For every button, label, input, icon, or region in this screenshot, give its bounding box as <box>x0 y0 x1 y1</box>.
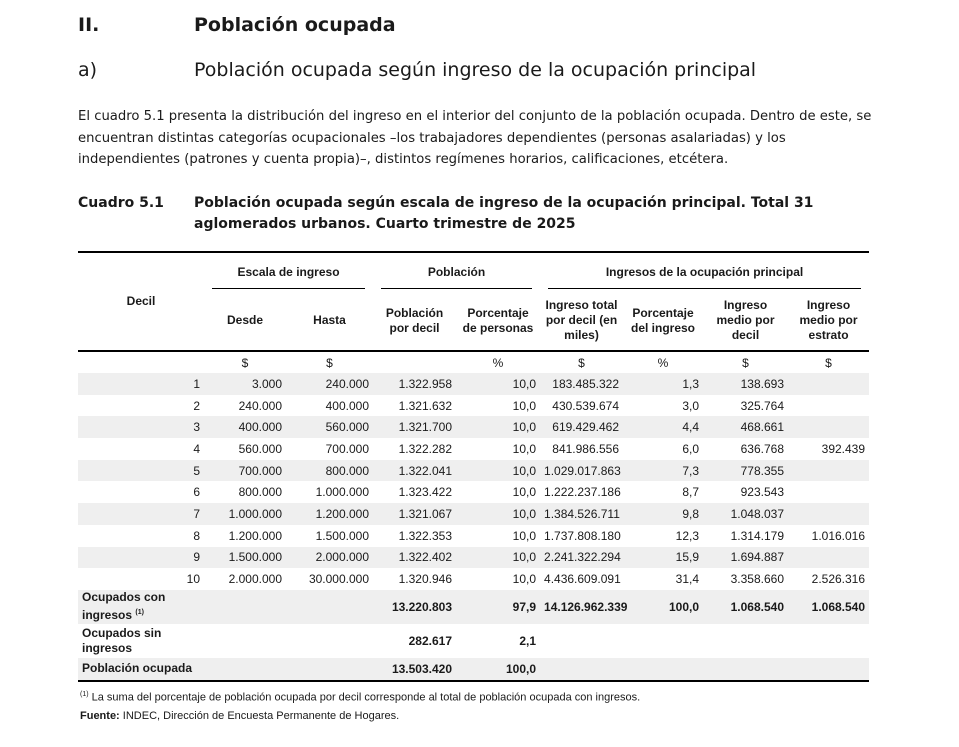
table-row <box>78 481 869 503</box>
table-cell: 1.321.700 <box>373 416 456 438</box>
total-cell <box>703 624 788 658</box>
unit-cell <box>373 351 456 373</box>
source-note <box>80 710 399 722</box>
table-cell: 1.322.041 <box>373 460 456 482</box>
column-header: Porcentaje del ingreso <box>623 291 703 351</box>
table-cell <box>788 481 869 503</box>
total-cell <box>540 624 623 658</box>
table-row <box>78 373 869 395</box>
table-cell: 619.429.462 <box>540 416 623 438</box>
table-cell <box>788 460 869 482</box>
footnote-text: La suma del porcentaje de población ocupada por decil corresponde al total de población ocupada con ingresos. <box>88 691 641 704</box>
total-cell: 97,9 <box>456 590 540 624</box>
income-table <box>78 251 869 682</box>
total-row <box>78 624 869 658</box>
table-row <box>78 395 869 417</box>
table-cell: 1.029.017.863 <box>540 460 623 482</box>
table-cell: 468.661 <box>703 416 788 438</box>
table-cell: 2.241.322.294 <box>540 547 623 569</box>
total-row <box>78 658 869 681</box>
table-cell: 700.000 <box>325 441 370 456</box>
table-cell: 1.200.000 <box>286 503 373 525</box>
total-cell <box>623 658 703 681</box>
table-cell: 2.000.000 <box>286 547 373 569</box>
table-cell: 4.436.609.091 <box>544 572 621 587</box>
table-cell: 10,0 <box>512 528 537 543</box>
table-cell: 138.693 <box>703 373 788 395</box>
table-cell: 10,0 <box>512 485 537 500</box>
total-cell <box>286 624 373 658</box>
table-cell: 10,0 <box>456 416 540 438</box>
table-cell <box>788 395 869 417</box>
table-cell: 1.500.000 <box>204 547 286 569</box>
total-cell <box>204 590 286 624</box>
column-header: Ingreso medio por estrato <box>788 291 869 351</box>
unit-cell: % <box>657 355 669 370</box>
table-cell: 10,0 <box>456 373 540 395</box>
table-cell: 1.384.526.711 <box>540 503 623 525</box>
table-cell: 392.439 <box>821 441 866 456</box>
table-cell: 3.358.660 <box>730 572 785 587</box>
table-cell: 240.000 <box>286 373 373 395</box>
table-cell: 923.543 <box>740 485 785 500</box>
table-cell: 800.000 <box>286 460 373 482</box>
table-cell: 636.768 <box>740 441 785 456</box>
table-cell: 4,4 <box>623 416 703 438</box>
table-cell: 1.016.016 <box>811 528 866 543</box>
table-cell: 1.323.422 <box>398 485 453 500</box>
table-cell: 3.000 <box>204 373 286 395</box>
table-cell: 240.000 <box>238 398 282 413</box>
table-cell <box>788 373 869 395</box>
total-label: Ocupados sin ingresos <box>82 625 162 655</box>
table-cell <box>788 416 869 438</box>
table-cell: 400.000 <box>325 398 370 413</box>
decil-cell: 4 <box>193 441 200 456</box>
table-cell: 1.000.000 <box>315 485 370 500</box>
total-cell <box>788 658 869 681</box>
total-cell <box>204 658 286 681</box>
column-header: Porcentaje de personas <box>456 291 540 351</box>
table-cell: 1.000.000 <box>204 503 286 525</box>
table-cell: 10,0 <box>456 460 540 482</box>
caption-number: Cuadro 5.1 <box>78 195 164 211</box>
table-row <box>78 503 869 525</box>
total-cell: 13.503.420 <box>373 658 456 681</box>
table-cell: 31,4 <box>675 572 700 587</box>
table-cell: 1.322.353 <box>398 528 453 543</box>
table-cell: 560.000 <box>238 441 282 456</box>
table-row <box>78 460 869 482</box>
table-body <box>78 351 869 681</box>
ingresos-group-header: Ingresos de la ocupación principal <box>540 252 869 291</box>
decil-cell: 10 <box>186 572 200 587</box>
intro-paragraph: El cuadro 5.1 presenta la distribución del ingreso en el interior del conjunto de la población ocupada. Dentro de este, se encuentran distintas categorías ocupacionales –los trabajadores dependientes (personas asalariadas) y los independientes (patrones y cuenta propia)–, distintos regímenes horarios, calificaciones, etcétera. <box>78 109 872 167</box>
table-caption <box>78 193 834 235</box>
table-cell: 6,0 <box>682 441 700 456</box>
poblacion-group-header: Población <box>373 252 540 291</box>
column-header: Población por decil <box>373 291 456 351</box>
section-heading <box>78 14 396 36</box>
total-cell: 13.220.803 <box>373 590 456 624</box>
subsection-letter: a) <box>78 59 98 81</box>
table-cell: 325.764 <box>740 398 785 413</box>
decil-cell: 9 <box>78 547 204 569</box>
table-cell: 15,9 <box>623 547 703 569</box>
subsection-heading <box>78 59 756 81</box>
unit-cell: $ <box>742 355 749 370</box>
table-cell: 1.314.179 <box>730 528 785 543</box>
table-cell: 841.986.556 <box>552 441 620 456</box>
total-cell: 282.617 <box>408 633 453 648</box>
source-label: Fuente: <box>80 710 120 722</box>
table-row <box>78 568 869 590</box>
total-cell: 100,0 <box>456 658 540 681</box>
column-header: Ingreso total por decil (en miles) <box>540 291 623 351</box>
footnote-mark: (1) <box>80 691 89 698</box>
table-cell: 400.000 <box>204 416 286 438</box>
total-cell <box>540 658 623 681</box>
table-cell: 8,7 <box>682 485 700 500</box>
table-cell <box>788 503 869 525</box>
decil-cell: 5 <box>78 460 204 482</box>
table-cell: 12,3 <box>675 528 700 543</box>
table-cell: 10,0 <box>512 398 537 413</box>
source-text: INDEC, Dirección de Encuesta Permanente de Hogares. <box>119 710 400 722</box>
section-title: Población ocupada <box>194 14 396 36</box>
total-cell: 100,0 <box>623 590 703 624</box>
decil-cell: 2 <box>193 398 200 413</box>
table-cell: 800.000 <box>238 485 282 500</box>
decil-cell: 8 <box>193 528 200 543</box>
section-number: II. <box>78 14 100 36</box>
decil-cell: 6 <box>193 485 200 500</box>
table-cell: 1.320.946 <box>398 572 453 587</box>
table-cell: 1.500.000 <box>315 528 370 543</box>
table-cell: 430.539.674 <box>552 398 620 413</box>
column-header: Desde <box>204 291 286 351</box>
subsection-title: Población ocupada según ingreso de la ocupación principal <box>194 59 757 81</box>
decil-cell: 7 <box>78 503 204 525</box>
unit-cell: $ <box>825 355 832 370</box>
table-cell: 1.322.282 <box>398 441 453 456</box>
total-cell <box>703 658 788 681</box>
total-cell <box>286 658 373 681</box>
column-header: Ingreso medio por decil <box>703 291 788 351</box>
table-cell: 1.321.632 <box>398 398 453 413</box>
escala-group-header: Escala de ingreso <box>204 252 373 291</box>
total-cell <box>286 590 373 624</box>
unit-cell: $ <box>241 355 249 370</box>
table-row <box>78 547 869 569</box>
total-cell <box>623 624 703 658</box>
table-cell: 10,0 <box>512 572 537 587</box>
table-cell: 10,0 <box>512 441 537 456</box>
table-cell: 700.000 <box>204 460 286 482</box>
unit-cell: $ <box>578 355 585 370</box>
table-row <box>78 438 869 460</box>
decil-header: Decil <box>78 252 204 351</box>
total-cell <box>788 624 869 658</box>
table-cell: 1.694.887 <box>703 547 788 569</box>
total-label: Ocupados con ingresos $^{(1)}$ <box>78 590 204 624</box>
table-cell: 778.355 <box>703 460 788 482</box>
caption-title: Población ocupada según escala de ingreso de la ocupación principal. Total 31 aglomerados urbanos. Cuarto trimestre de 2025 <box>194 195 814 232</box>
decil-cell: 1 <box>78 373 204 395</box>
table-cell: 1,3 <box>623 373 703 395</box>
total-row <box>78 590 869 624</box>
unit-cell: $ <box>326 355 333 370</box>
total-cell: 14.126.962.339 <box>540 590 623 624</box>
footnote <box>80 691 640 704</box>
column-header: Hasta <box>286 291 373 351</box>
table-row <box>78 416 869 438</box>
table-cell: 10,0 <box>456 547 540 569</box>
table-cell: 183.485.322 <box>540 373 623 395</box>
total-cell: 1.068.540 <box>788 590 869 624</box>
total-cell: 2,1 <box>519 633 537 648</box>
table-cell: 1.322.958 <box>373 373 456 395</box>
table-cell: 2.000.000 <box>228 572 282 587</box>
table-cell: 1.200.000 <box>228 528 282 543</box>
table-cell: 1.322.402 <box>373 547 456 569</box>
table-cell: 7,3 <box>623 460 703 482</box>
table-cell: 1.048.037 <box>703 503 788 525</box>
table-cell: 1.737.808.180 <box>544 528 621 543</box>
table-cell: 1.222.237.186 <box>544 485 621 500</box>
total-cell: 1.068.540 <box>703 590 788 624</box>
table-cell: 1.321.067 <box>373 503 456 525</box>
table-cell: 3,0 <box>682 398 700 413</box>
table-cell: 9,8 <box>623 503 703 525</box>
table-cell: 560.000 <box>286 416 373 438</box>
decil-cell: 3 <box>78 416 204 438</box>
table-cell: 30.000.000 <box>308 572 370 587</box>
total-label: Población ocupada <box>78 658 204 681</box>
table-cell <box>788 547 869 569</box>
table-cell: 10,0 <box>456 503 540 525</box>
unit-row <box>78 351 869 373</box>
unit-cell: % <box>492 355 504 370</box>
table-row <box>78 525 869 547</box>
total-cell <box>204 624 286 658</box>
table-cell: 2.526.316 <box>811 572 866 587</box>
